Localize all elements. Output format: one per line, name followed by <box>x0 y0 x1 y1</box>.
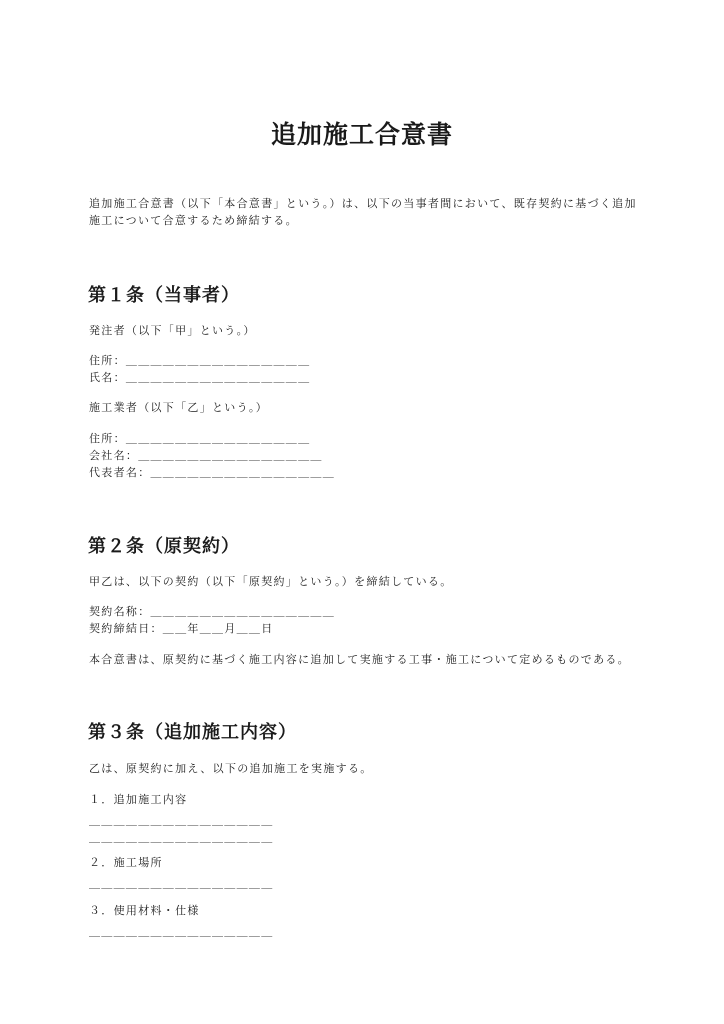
article-2-heading: 第２条（原契約） <box>88 536 240 557</box>
intro-line-2: 施工について合意するため締結する。 <box>89 214 298 227</box>
contract-name-field: 契約名称：＿＿＿＿＿＿＿＿＿＿＿＿＿＿＿ <box>89 605 335 618</box>
article-3-heading: 第３条（追加施工内容） <box>88 722 297 743</box>
article-3-statement: 乙は、原契約に加え、以下の追加施工を実施する。 <box>89 762 373 775</box>
orderer-label: 発注者（以下「甲」という。） <box>89 324 256 337</box>
contractor-label: 施工業者（以下「乙」という。） <box>89 401 268 414</box>
orderer-name-field: 氏名：＿＿＿＿＿＿＿＿＿＿＿＿＿＿＿ <box>89 371 311 384</box>
item-1-blank-line-1: ＿＿＿＿＿＿＿＿＿＿＿＿＿＿＿ <box>89 814 274 827</box>
item-2-label: ２．施工場所 <box>89 856 163 869</box>
contractor-representative-field: 代表者名：＿＿＿＿＿＿＿＿＿＿＿＿＿＿＿ <box>89 466 335 479</box>
item-1-label: １．追加施工内容 <box>89 793 188 806</box>
article-2-statement: 甲乙は、以下の契約（以下「原契約」という。）を締結している。 <box>89 575 453 588</box>
item-3-blank-line: ＿＿＿＿＿＿＿＿＿＿＿＿＿＿＿ <box>89 925 274 938</box>
contractor-company-field: 会社名：＿＿＿＿＿＿＿＿＿＿＿＿＿＿＿ <box>89 449 323 462</box>
item-1-blank-line-2: ＿＿＿＿＿＿＿＿＿＿＿＿＿＿＿ <box>89 831 274 844</box>
article-2-scope: 本合意書は、原契約に基づく施工内容に追加して実施する工事・施工について定めるものである。 <box>89 653 630 666</box>
intro-line-1: 追加施工合意書（以下「本合意書」という。）は、以下の当事者間において、既存契約に基づく追加 <box>89 197 637 210</box>
contractor-address-field: 住所：＿＿＿＿＿＿＿＿＿＿＿＿＿＿＿ <box>89 432 311 445</box>
item-2-blank-line: ＿＿＿＿＿＿＿＿＿＿＿＿＿＿＿ <box>89 877 274 890</box>
document-title: 追加施工合意書 <box>270 120 453 149</box>
article-1-heading: 第１条（当事者） <box>88 285 240 306</box>
orderer-address-field: 住所：＿＿＿＿＿＿＿＿＿＿＿＿＿＿＿ <box>89 354 311 367</box>
item-3-label: ３．使用材料・仕様 <box>89 904 200 917</box>
contract-date-field: 契約締結日：＿＿年＿＿月＿＿日 <box>89 622 274 635</box>
